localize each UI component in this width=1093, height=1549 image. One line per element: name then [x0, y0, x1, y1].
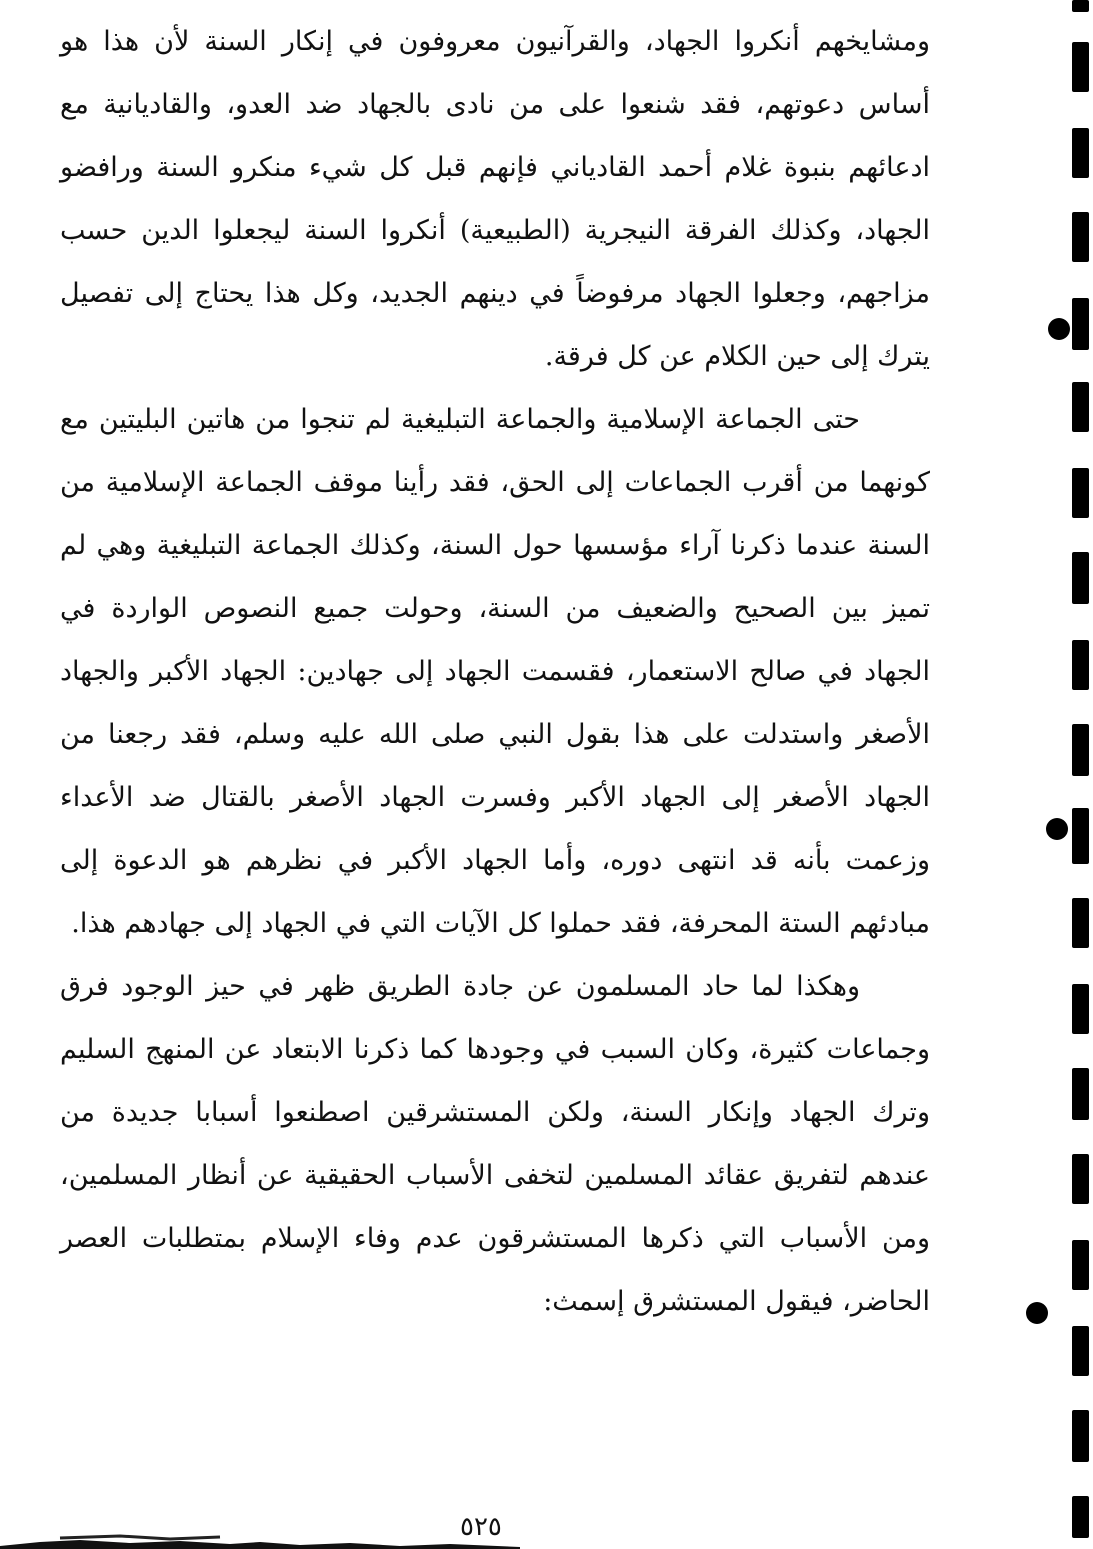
binding-mark	[1072, 898, 1089, 948]
binding-mark	[1072, 468, 1089, 518]
binding-mark	[1072, 1496, 1089, 1538]
paragraph-1: ومشايخهم أنكروا الجهاد، والقرآنيون معروفون في إنكار السنة لأن هذا هو أساس دعوتهم، فقد شنعوا على من نادى بالجهاد ضد العدو، والقاديانية مع ادعائهم بنبوة غلام أحمد القادياني فإنهم قبل كل شيء منكرو السنة ورافضو الجهاد، وكذلك الفرقة النيجرية (الطبيعية) أنكروا السنة ليجعلوا الدين حسب مزاجهم، وجعلوا الجهاد مرفوضاً في دينهم الجديد، وكل هذا يحتاج إلى تفصيل يترك إلى حين الكلام عن كل فرقة.	[60, 26, 930, 372]
binding-mark	[1072, 1410, 1089, 1462]
binding-hole	[1048, 318, 1070, 340]
binding-mark	[1072, 552, 1089, 604]
binding-mark	[1072, 42, 1089, 92]
binding-mark	[1072, 298, 1089, 350]
binding-mark	[1072, 1326, 1089, 1376]
binding-mark	[1072, 1068, 1089, 1120]
body-text	[60, 10, 930, 1333]
scan-smudge	[0, 1528, 520, 1549]
page-number: ٥٢٥	[460, 1512, 502, 1542]
binding-mark	[1072, 128, 1089, 178]
binding-mark	[1072, 0, 1089, 12]
paragraph-2: حتى الجماعة الإسلامية والجماعة التبليغية لم تنجوا من هاتين البليتين مع كونهما من أقرب الجماعات إلى الحق، فقد رأينا موقف الجماعة الإسلامية من السنة عندما ذكرنا آراء مؤسسها حول السنة، وكذلك الجماعة التبليغية وهي لم تميز بين الصحيح والضعيف من السنة، وحولت جميع النصوص الواردة في الجهاد في صالح الاستعمار، فقسمت الجهاد إلى جهادين: الجهاد الأكبر والجهاد الأصغر واستدلت على هذا بقول النبي صلى الله عليه وسلم، فقد رجعنا من الجهاد الأصغر إلى الجهاد الأكبر وفسرت الجهاد الأصغر بالقتال ضد الأعداء وزعمت بأنه قد انتهى دوره، وأما الجهاد الأكبر في نظرهم هو الدعوة إلى مبادئهم الستة المحرفة، فقد حملوا كل الآيات التي في الجهاد إلى جهادهم هذا.	[60, 404, 930, 939]
binding-mark	[1072, 984, 1089, 1034]
binding-mark	[1072, 808, 1089, 864]
paragraph-3: وهكذا لما حاد المسلمون عن جادة الطريق ظهر في حيز الوجود فرق وجماعات كثيرة، وكان السبب في وجودها كما ذكرنا الابتعاد عن المنهج السليم وترك الجهاد وإنكار السنة، ولكن المستشرقين اصطنعوا أسبابا جديدة من عندهم لتفريق عقائد المسلمين لتخفى الأسباب الحقيقية عن أنظار المسلمين، ومن الأسباب التي ذكرها المستشرقون عدم وفاء الإسلام بمتطلبات العصر الحاضر، فيقول المستشرق إسمث:	[60, 971, 930, 1317]
binding-mark	[1072, 212, 1089, 262]
binding-mark	[1072, 382, 1089, 432]
binding-hole	[1026, 1302, 1048, 1324]
binding-mark	[1072, 724, 1089, 776]
binding-mark	[1072, 1154, 1089, 1204]
binding-hole	[1046, 818, 1068, 840]
binding-mark	[1072, 1240, 1089, 1290]
binding-mark	[1072, 640, 1089, 690]
